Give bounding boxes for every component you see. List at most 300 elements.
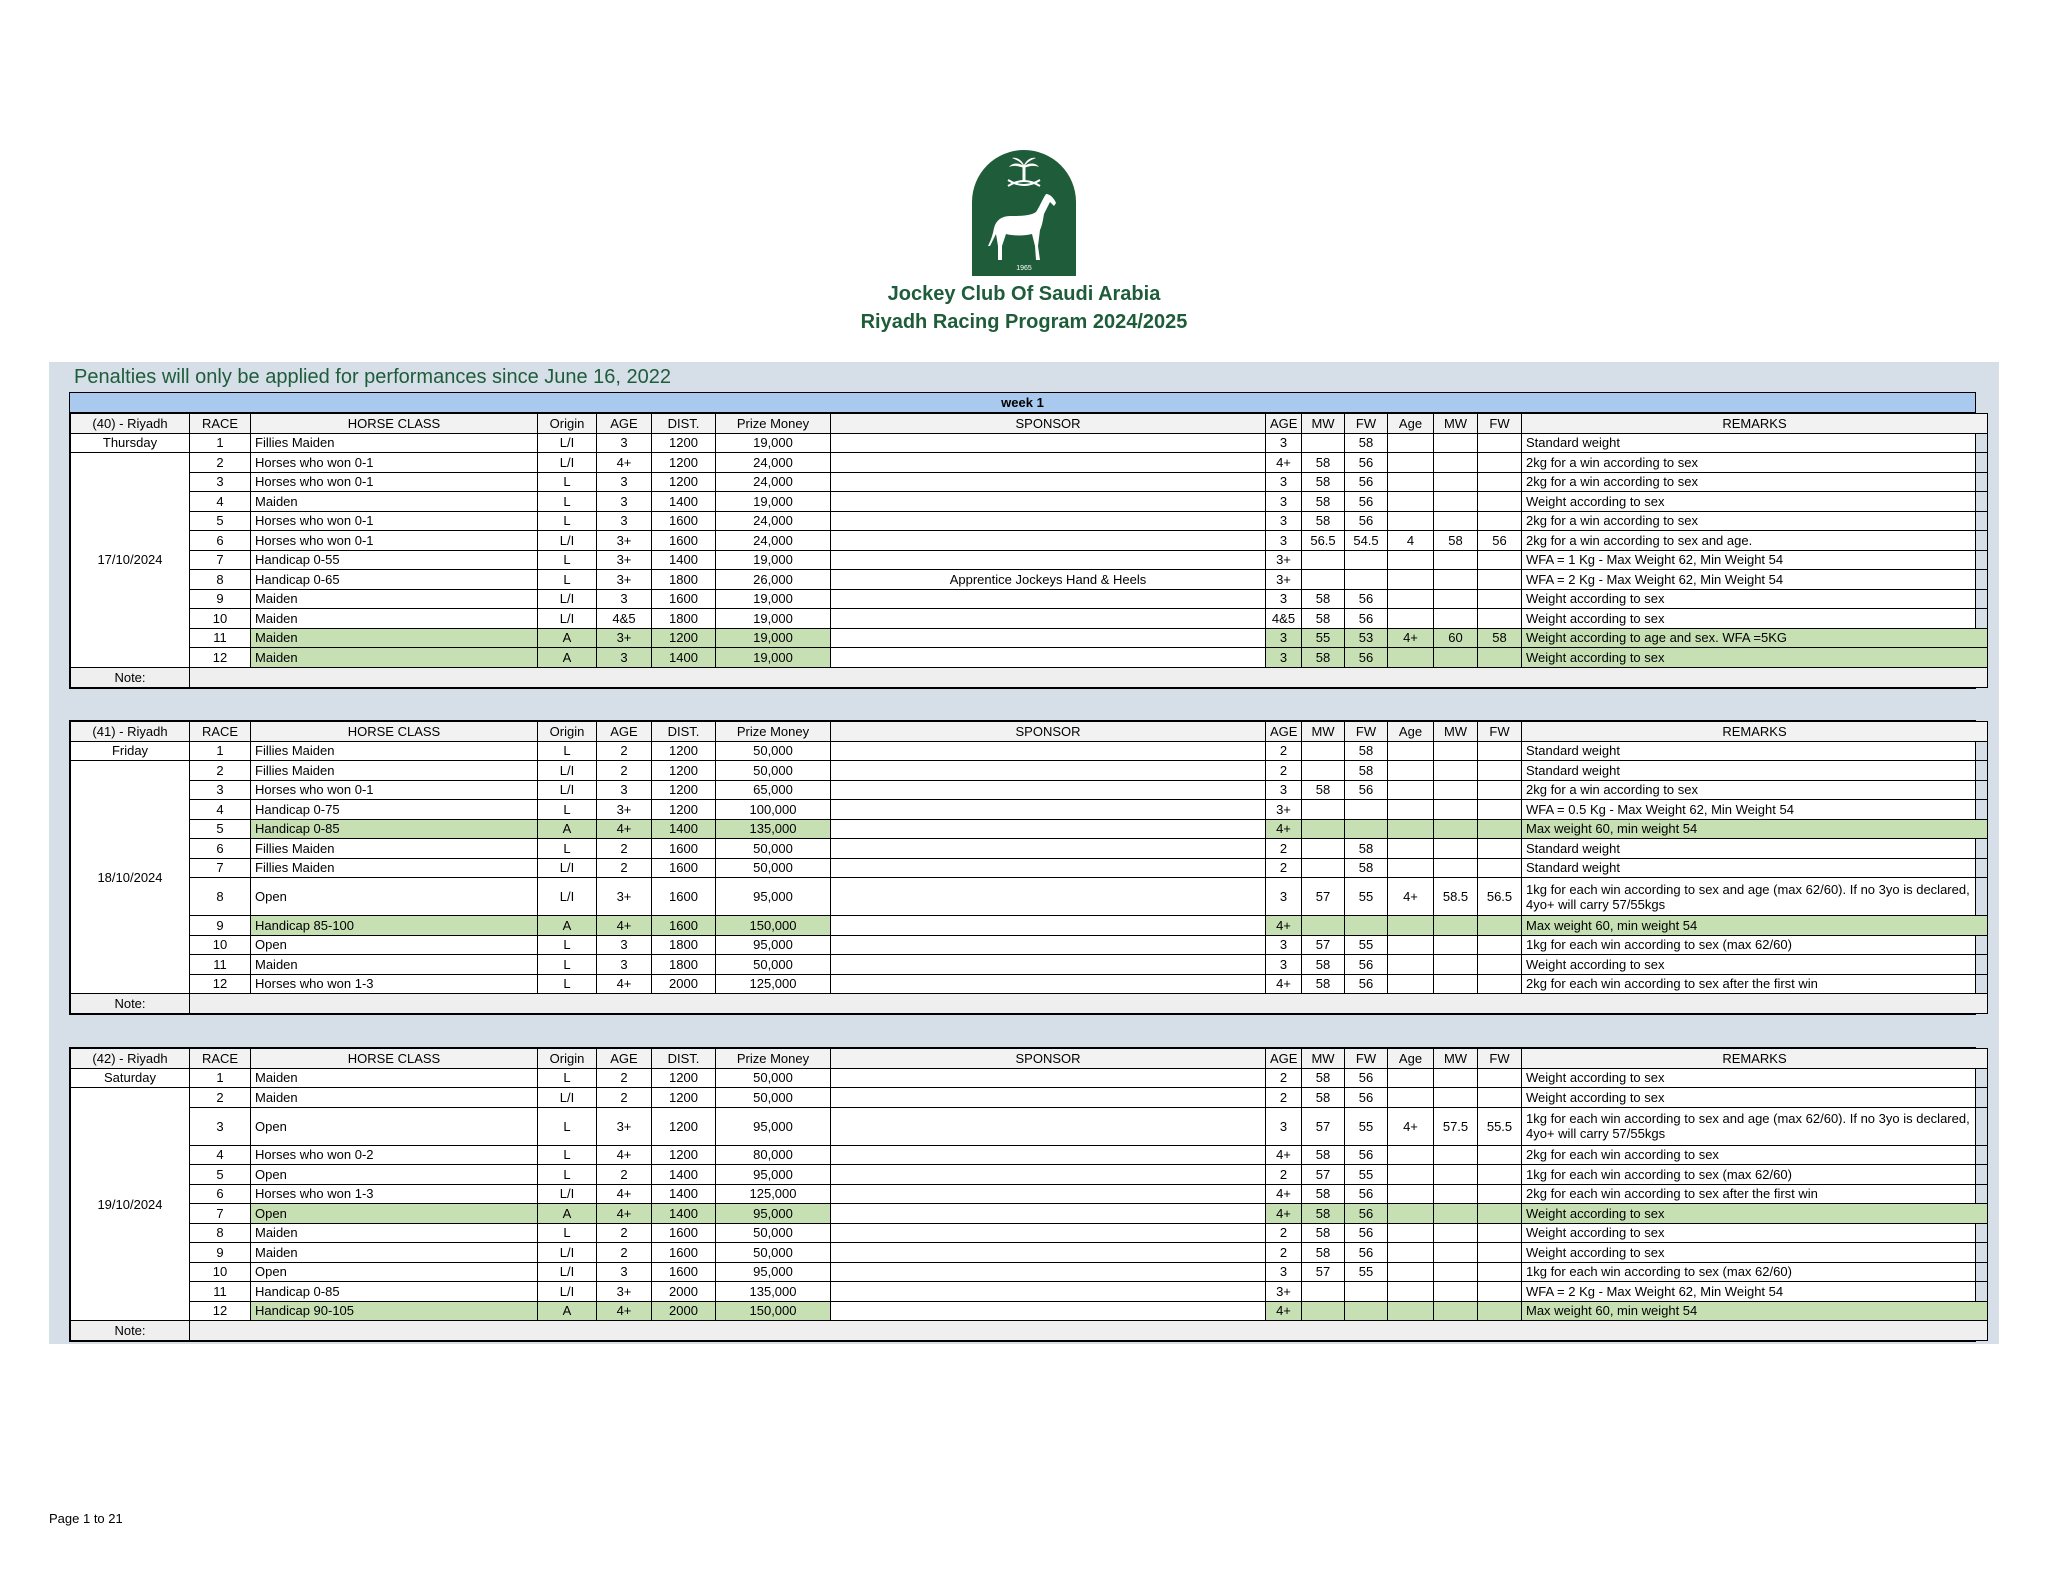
remarks: Standard weight <box>1522 839 1988 859</box>
distance: 1600 <box>652 916 716 936</box>
male-weight-1: 58 <box>1302 511 1345 531</box>
male-weight-1: 58 <box>1302 1184 1345 1204</box>
column-header: MW <box>1302 722 1345 742</box>
weight-age-2 <box>1388 472 1434 492</box>
column-header: MW <box>1302 414 1345 434</box>
remarks: WFA = 1 Kg - Max Weight 62, Min Weight 54 <box>1522 550 1988 570</box>
sponsor <box>831 1165 1266 1185</box>
weight-age-2 <box>1388 819 1434 839</box>
note-value <box>190 1321 1988 1341</box>
column-header: Origin <box>538 414 597 434</box>
origin: L <box>538 1223 597 1243</box>
female-weight-1: 56 <box>1345 780 1388 800</box>
weight-age-2 <box>1388 570 1434 590</box>
female-weight-2 <box>1478 472 1522 492</box>
origin: L <box>538 1165 597 1185</box>
remarks: Max weight 60, min weight 54 <box>1522 819 1988 839</box>
weight-age-2 <box>1388 1184 1434 1204</box>
female-weight-1: 56 <box>1345 453 1388 473</box>
female-weight-2 <box>1478 492 1522 512</box>
remarks: 2kg for a win according to sex <box>1522 511 1988 531</box>
male-weight-2 <box>1434 1165 1478 1185</box>
age: 4+ <box>597 974 652 994</box>
female-weight-1: 54.5 <box>1345 531 1388 551</box>
race-number: 8 <box>190 878 251 916</box>
distance: 1600 <box>652 839 716 859</box>
prize-money: 50,000 <box>716 1088 831 1108</box>
race-number: 1 <box>190 741 251 761</box>
distance: 1400 <box>652 1204 716 1224</box>
age: 3+ <box>597 570 652 590</box>
race-number: 11 <box>190 1282 251 1302</box>
origin: L/I <box>538 453 597 473</box>
distance: 1600 <box>652 1223 716 1243</box>
prize-money: 95,000 <box>716 935 831 955</box>
sponsor <box>831 472 1266 492</box>
weight-age-2 <box>1388 1223 1434 1243</box>
female-weight-2 <box>1478 1301 1522 1321</box>
origin: A <box>538 648 597 668</box>
race-number: 7 <box>190 550 251 570</box>
male-weight-1: 58 <box>1302 780 1345 800</box>
table-row <box>71 955 1988 975</box>
female-weight-1: 56 <box>1345 1088 1388 1108</box>
race-number: 12 <box>190 1301 251 1321</box>
female-weight-2 <box>1478 433 1522 453</box>
weight-age-2 <box>1388 1262 1434 1282</box>
male-weight-1: 58 <box>1302 1243 1345 1263</box>
weight-age-2 <box>1388 761 1434 781</box>
male-weight-1: 57 <box>1302 1107 1345 1145</box>
remarks: WFA = 2 Kg - Max Weight 62, Min Weight 54 <box>1522 570 1988 590</box>
table-row <box>71 800 1988 820</box>
sponsor <box>831 511 1266 531</box>
weight-age-2 <box>1388 648 1434 668</box>
table-row <box>71 916 1988 936</box>
sponsor <box>831 935 1266 955</box>
weight-age-1: 4+ <box>1266 453 1302 473</box>
male-weight-2 <box>1434 1262 1478 1282</box>
male-weight-2 <box>1434 453 1478 473</box>
female-weight-1: 55 <box>1345 1262 1388 1282</box>
age: 4+ <box>597 916 652 936</box>
male-weight-1: 58 <box>1302 974 1345 994</box>
table-header-row <box>71 722 1988 742</box>
horse-class: Maiden <box>251 628 538 648</box>
female-weight-1: 58 <box>1345 433 1388 453</box>
origin: L/I <box>538 878 597 916</box>
remarks: Max weight 60, min weight 54 <box>1522 1301 1988 1321</box>
horse-class: Fillies Maiden <box>251 839 538 859</box>
distance: 2000 <box>652 1301 716 1321</box>
weight-age-2 <box>1388 1301 1434 1321</box>
column-header: AGE <box>1266 722 1302 742</box>
origin: A <box>538 916 597 936</box>
age: 3 <box>597 433 652 453</box>
note-value <box>190 667 1988 687</box>
table-header-row <box>71 414 1988 434</box>
sponsor <box>831 1204 1266 1224</box>
weekday-label: Friday <box>71 741 190 761</box>
weight-age-2 <box>1388 609 1434 629</box>
female-weight-1: 58 <box>1345 761 1388 781</box>
female-weight-2 <box>1478 780 1522 800</box>
origin: L/I <box>538 1262 597 1282</box>
female-weight-1: 56 <box>1345 511 1388 531</box>
table-row <box>71 1262 1988 1282</box>
column-header: RACE <box>190 414 251 434</box>
column-header: SPONSOR <box>831 722 1266 742</box>
weight-age-1: 2 <box>1266 761 1302 781</box>
column-header: HORSE CLASS <box>251 414 538 434</box>
race-number: 12 <box>190 648 251 668</box>
male-weight-1: 58 <box>1302 492 1345 512</box>
prize-money: 95,000 <box>716 1262 831 1282</box>
male-weight-2 <box>1434 472 1478 492</box>
race-number: 9 <box>190 916 251 936</box>
race-number: 11 <box>190 955 251 975</box>
column-header: MW <box>1434 414 1478 434</box>
weight-age-1: 4+ <box>1266 916 1302 936</box>
male-weight-1: 57 <box>1302 1165 1345 1185</box>
table-row <box>71 1165 1988 1185</box>
female-weight-2 <box>1478 800 1522 820</box>
race-number: 4 <box>190 1145 251 1165</box>
prize-money: 24,000 <box>716 453 831 473</box>
table-row <box>71 511 1988 531</box>
male-weight-2 <box>1434 761 1478 781</box>
distance: 1200 <box>652 1068 716 1088</box>
race-table <box>70 413 1988 688</box>
weight-age-2 <box>1388 974 1434 994</box>
table-row <box>71 1282 1988 1302</box>
race-number: 6 <box>190 531 251 551</box>
male-weight-1: 58 <box>1302 648 1345 668</box>
horse-class: Open <box>251 935 538 955</box>
male-weight-2 <box>1434 570 1478 590</box>
weight-age-1: 3+ <box>1266 1282 1302 1302</box>
weight-age-2 <box>1388 1204 1434 1224</box>
jockey-club-logo-icon <box>968 150 1080 276</box>
weight-age-1: 2 <box>1266 858 1302 878</box>
remarks: 2kg for each win according to sex after the first win <box>1522 1184 1988 1204</box>
prize-money: 95,000 <box>716 1107 831 1145</box>
male-weight-1: 58 <box>1302 453 1345 473</box>
remarks: WFA = 0.5 Kg - Max Weight 62, Min Weight 54 <box>1522 800 1988 820</box>
sponsor <box>831 800 1266 820</box>
weight-age-1: 4+ <box>1266 1145 1302 1165</box>
horse-class: Open <box>251 1107 538 1145</box>
table-header-row <box>71 1049 1988 1069</box>
horse-class: Open <box>251 1262 538 1282</box>
race-number: 7 <box>190 858 251 878</box>
prize-money: 135,000 <box>716 1282 831 1302</box>
male-weight-2 <box>1434 1223 1478 1243</box>
female-weight-2 <box>1478 589 1522 609</box>
horse-class: Maiden <box>251 1243 538 1263</box>
female-weight-2 <box>1478 1088 1522 1108</box>
weight-age-2 <box>1388 453 1434 473</box>
female-weight-1 <box>1345 570 1388 590</box>
female-weight-1: 56 <box>1345 1243 1388 1263</box>
race-table <box>70 1048 1988 1341</box>
remarks: Weight according to sex <box>1522 492 1988 512</box>
column-header: HORSE CLASS <box>251 722 538 742</box>
origin: L <box>538 974 597 994</box>
weight-age-2: 4+ <box>1388 628 1434 648</box>
female-weight-1: 56 <box>1345 589 1388 609</box>
male-weight-1 <box>1302 433 1345 453</box>
remarks: 2kg for each win according to sex <box>1522 1145 1988 1165</box>
distance: 1800 <box>652 935 716 955</box>
female-weight-2: 56 <box>1478 531 1522 551</box>
note-value <box>190 994 1988 1014</box>
female-weight-1 <box>1345 916 1388 936</box>
table-row <box>71 935 1988 955</box>
table-row <box>71 1088 1988 1108</box>
horse-class: Maiden <box>251 589 538 609</box>
male-weight-2 <box>1434 1282 1478 1302</box>
origin: A <box>538 819 597 839</box>
weight-age-1: 3 <box>1266 628 1302 648</box>
male-weight-2: 57.5 <box>1434 1107 1478 1145</box>
male-weight-2 <box>1434 800 1478 820</box>
weekday-label: Thursday <box>71 433 190 453</box>
table-row <box>71 589 1988 609</box>
horse-class: Horses who won 0-2 <box>251 1145 538 1165</box>
column-header: AGE <box>597 722 652 742</box>
race-number: 1 <box>190 433 251 453</box>
column-header: Prize Money <box>716 414 831 434</box>
distance: 1200 <box>652 761 716 781</box>
column-header: SPONSOR <box>831 414 1266 434</box>
prize-money: 50,000 <box>716 858 831 878</box>
male-weight-1: 57 <box>1302 935 1345 955</box>
age: 4+ <box>597 1204 652 1224</box>
origin: L/I <box>538 1282 597 1302</box>
male-weight-2 <box>1434 433 1478 453</box>
horse-class: Maiden <box>251 648 538 668</box>
remarks: Standard weight <box>1522 433 1988 453</box>
male-weight-1: 56.5 <box>1302 531 1345 551</box>
race-number: 2 <box>190 453 251 473</box>
female-weight-2 <box>1478 511 1522 531</box>
prize-money: 65,000 <box>716 780 831 800</box>
weight-age-1: 2 <box>1266 1243 1302 1263</box>
horse-class: Maiden <box>251 1223 538 1243</box>
weight-age-1: 4+ <box>1266 974 1302 994</box>
age: 3 <box>597 589 652 609</box>
column-header: Age <box>1388 1049 1434 1069</box>
male-weight-1 <box>1302 550 1345 570</box>
distance: 1200 <box>652 741 716 761</box>
sponsor <box>831 589 1266 609</box>
female-weight-2 <box>1478 648 1522 668</box>
column-header: REMARKS <box>1522 1049 1988 1069</box>
male-weight-1: 55 <box>1302 628 1345 648</box>
female-weight-1: 56 <box>1345 1223 1388 1243</box>
column-header: DIST. <box>652 722 716 742</box>
weight-age-2 <box>1388 935 1434 955</box>
distance: 1600 <box>652 531 716 551</box>
female-weight-1: 56 <box>1345 974 1388 994</box>
table-row <box>71 550 1988 570</box>
male-weight-1: 58 <box>1302 1088 1345 1108</box>
female-weight-2 <box>1478 858 1522 878</box>
female-weight-2 <box>1478 1068 1522 1088</box>
column-header: FW <box>1345 414 1388 434</box>
table-row <box>71 1184 1988 1204</box>
male-weight-2 <box>1434 589 1478 609</box>
horse-class: Horses who won 0-1 <box>251 780 538 800</box>
sponsor <box>831 955 1266 975</box>
race-number: 3 <box>190 1107 251 1145</box>
distance: 1600 <box>652 511 716 531</box>
male-weight-2 <box>1434 550 1478 570</box>
remarks: 2kg for a win according to sex <box>1522 780 1988 800</box>
distance: 1200 <box>652 628 716 648</box>
age: 4+ <box>597 819 652 839</box>
note-label: Note: <box>71 1321 190 1341</box>
female-weight-2 <box>1478 839 1522 859</box>
age: 2 <box>597 839 652 859</box>
distance: 1600 <box>652 589 716 609</box>
weight-age-1: 3 <box>1266 780 1302 800</box>
age: 3 <box>597 492 652 512</box>
age: 3+ <box>597 1282 652 1302</box>
weight-age-2 <box>1388 839 1434 859</box>
origin: L/I <box>538 609 597 629</box>
column-header: FW <box>1478 722 1522 742</box>
female-weight-1: 58 <box>1345 839 1388 859</box>
female-weight-2 <box>1478 550 1522 570</box>
prize-money: 125,000 <box>716 1184 831 1204</box>
male-weight-2 <box>1434 839 1478 859</box>
origin: L <box>538 800 597 820</box>
remarks: 1kg for each win according to sex and age (max 62/60). If no 3yo is declared, 4yo+ will carry 57/55kgs <box>1522 878 1988 916</box>
age: 3 <box>597 935 652 955</box>
weight-age-2 <box>1388 1068 1434 1088</box>
sponsor <box>831 1262 1266 1282</box>
horse-class: Handicap 85-100 <box>251 916 538 936</box>
prize-money: 19,000 <box>716 589 831 609</box>
race-number: 9 <box>190 589 251 609</box>
sponsor: Apprentice Jockeys Hand & Heels <box>831 570 1266 590</box>
table-row <box>71 453 1988 473</box>
male-weight-2 <box>1434 1204 1478 1224</box>
female-weight-2 <box>1478 935 1522 955</box>
age: 4+ <box>597 453 652 473</box>
remarks: 1kg for each win according to sex (max 62/60) <box>1522 1165 1988 1185</box>
male-weight-1: 57 <box>1302 1262 1345 1282</box>
column-header: SPONSOR <box>831 1049 1266 1069</box>
weight-age-1: 4+ <box>1266 819 1302 839</box>
prize-money: 24,000 <box>716 472 831 492</box>
prize-money: 50,000 <box>716 839 831 859</box>
male-weight-2 <box>1434 1301 1478 1321</box>
prize-money: 95,000 <box>716 878 831 916</box>
female-weight-2 <box>1478 955 1522 975</box>
origin: L/I <box>538 1243 597 1263</box>
race-number: 9 <box>190 1243 251 1263</box>
horse-class: Handicap 0-85 <box>251 1282 538 1302</box>
female-weight-2: 55.5 <box>1478 1107 1522 1145</box>
female-weight-2 <box>1478 819 1522 839</box>
weight-age-2 <box>1388 1088 1434 1108</box>
age: 3+ <box>597 531 652 551</box>
female-weight-1: 58 <box>1345 741 1388 761</box>
prize-money: 19,000 <box>716 648 831 668</box>
logo-year: 1965 <box>1016 265 1032 272</box>
male-weight-2 <box>1434 1184 1478 1204</box>
weight-age-1: 3 <box>1266 648 1302 668</box>
weight-age-1: 2 <box>1266 1088 1302 1108</box>
weight-age-2 <box>1388 433 1434 453</box>
weight-age-2 <box>1388 1282 1434 1302</box>
table-row <box>71 609 1988 629</box>
distance: 2000 <box>652 1282 716 1302</box>
column-header: Prize Money <box>716 722 831 742</box>
female-weight-1: 56 <box>1345 492 1388 512</box>
distance: 1200 <box>652 453 716 473</box>
race-number: 2 <box>190 761 251 781</box>
race-number: 6 <box>190 839 251 859</box>
remarks: Weight according to sex <box>1522 1223 1988 1243</box>
male-weight-1: 58 <box>1302 589 1345 609</box>
prize-money: 19,000 <box>716 433 831 453</box>
column-header: Origin <box>538 722 597 742</box>
male-weight-1 <box>1302 800 1345 820</box>
age: 3 <box>597 472 652 492</box>
table-row <box>71 780 1988 800</box>
sponsor <box>831 1068 1266 1088</box>
weight-age-1: 4+ <box>1266 1184 1302 1204</box>
female-weight-1: 55 <box>1345 935 1388 955</box>
distance: 1400 <box>652 492 716 512</box>
weight-age-1: 3+ <box>1266 570 1302 590</box>
race-number: 10 <box>190 1262 251 1282</box>
table-row <box>71 1068 1988 1088</box>
weight-age-2 <box>1388 1165 1434 1185</box>
horse-class: Fillies Maiden <box>251 761 538 781</box>
horse-class: Handicap 90-105 <box>251 1301 538 1321</box>
table-row <box>71 433 1988 453</box>
female-weight-2 <box>1478 761 1522 781</box>
age: 3+ <box>597 550 652 570</box>
weight-age-1: 3+ <box>1266 800 1302 820</box>
sponsor <box>831 741 1266 761</box>
sponsor <box>831 916 1266 936</box>
female-weight-1: 58 <box>1345 858 1388 878</box>
note-row <box>71 994 1988 1014</box>
remarks: 1kg for each win according to sex (max 62/60) <box>1522 935 1988 955</box>
female-weight-2 <box>1478 1184 1522 1204</box>
age: 3+ <box>597 878 652 916</box>
race-number: 5 <box>190 819 251 839</box>
sponsor <box>831 628 1266 648</box>
male-weight-2 <box>1434 511 1478 531</box>
age: 2 <box>597 858 652 878</box>
note-label: Note: <box>71 994 190 1014</box>
horse-class: Open <box>251 878 538 916</box>
column-header: AGE <box>597 1049 652 1069</box>
meeting-label: (41) - Riyadh <box>71 722 190 742</box>
female-weight-2 <box>1478 1204 1522 1224</box>
meeting-label: (42) - Riyadh <box>71 1049 190 1069</box>
weight-age-1: 4&5 <box>1266 609 1302 629</box>
distance: 1800 <box>652 609 716 629</box>
race-number: 6 <box>190 1184 251 1204</box>
